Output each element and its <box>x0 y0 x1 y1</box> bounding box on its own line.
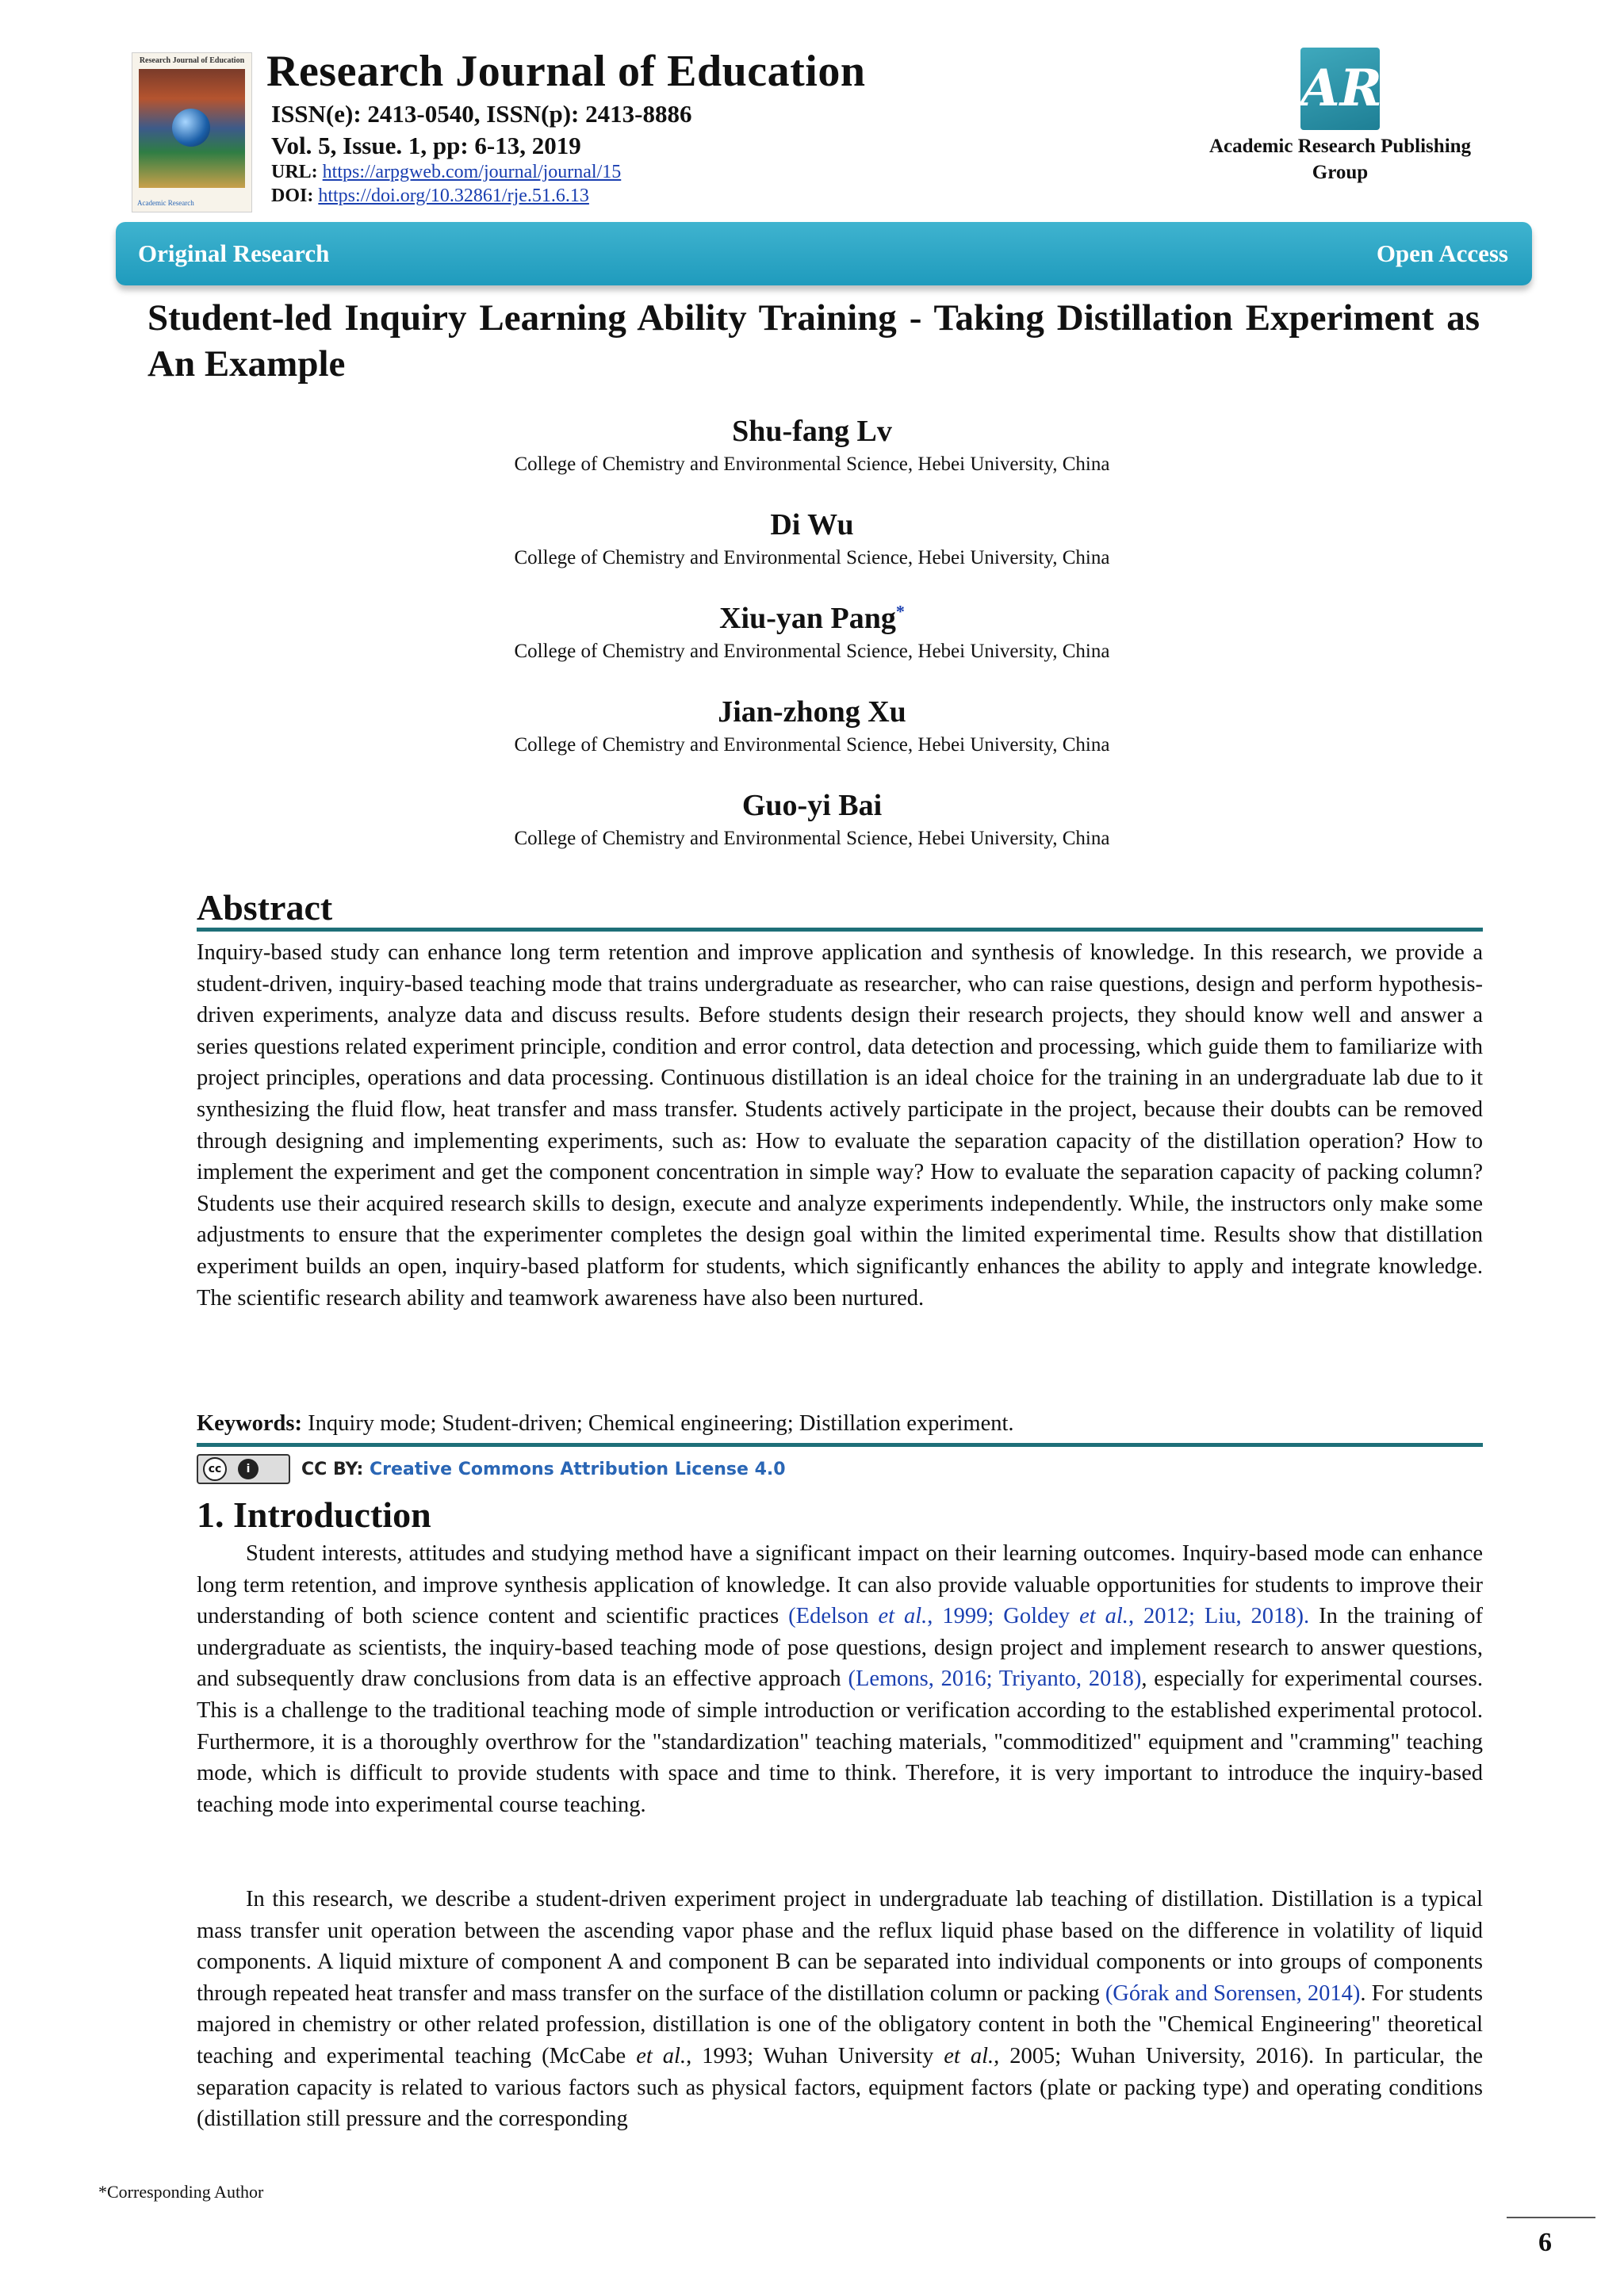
doi-link[interactable]: https://doi.org/10.32861/rje.51.6.13 <box>318 186 589 206</box>
author-name: Jian-zhong Xu <box>718 695 906 729</box>
license-text <box>301 1460 786 1479</box>
author-affiliation: College of Chemistry and Environmental Science, Hebei University, China <box>514 828 1110 849</box>
paragraph-text: , 2005; Wuhan University, 2016). In particular, the separation capacity is related to various factors such as physical factors, equipment factors (plate or packing type) and operating conditions (distillation still pressure and the corresponding <box>197 2043 1483 2132</box>
citation[interactable]: , 2012; Liu, 2018). <box>1128 1604 1310 1629</box>
open-access-label: Open Access <box>1376 239 1508 267</box>
italic-text: et al. <box>944 2043 994 2068</box>
author-name: Di Wu <box>770 508 854 541</box>
globe-icon <box>172 109 210 147</box>
author-block <box>0 695 1624 756</box>
doi-line <box>271 186 589 207</box>
corresponding-author-footnote: *Corresponding Author <box>98 2182 264 2202</box>
introduction-paragraph-1 <box>197 1538 1483 1820</box>
citation[interactable]: , 1999; Goldey <box>927 1604 1080 1629</box>
citation[interactable]: (Edelson <box>788 1604 879 1629</box>
keywords-label: Keywords: <box>197 1411 302 1436</box>
author-name: Shu-fang Lv <box>732 415 892 448</box>
cc-icon: cc <box>203 1457 227 1481</box>
paragraph-text: , especially for experimental courses. This is a challenge to the traditional teaching mode of simple introduction or verification according to the established experimental protocol. Furthermore, it is a thoroughly overthrow for the "standardization" teaching materials, "commoditized" equipment and "cramming" teaching mode, which is difficult to provide students with space and time to think. Therefore, it is very important to introduce the inquiry-based teaching mode into experimental course teaching. <box>197 1667 1483 1817</box>
author-block <box>0 414 1624 476</box>
paragraph-text: In the training of undergraduate as scientists, the inquiry-based teaching mode of pose questions, design project and implement research to answer questions, and subsequently draw conclusions from data is an effective approach <box>197 1604 1483 1692</box>
author-block <box>0 507 1624 569</box>
license-prefix: CC BY: <box>301 1459 370 1479</box>
paragraph-text: . For students majored in chemistry or other related profession, distillation is one of the obligatory content in both the "Chemical Engineering" theoretical teaching and experimental teaching (McCabe <box>197 1980 1483 2068</box>
url-label: URL: <box>271 162 318 182</box>
keywords-line <box>197 1411 1014 1437</box>
author-affiliation: College of Chemistry and Environmental Science, Hebei University, China <box>514 734 1110 756</box>
corresponding-author-mark: * <box>895 601 905 622</box>
publisher-name <box>1182 133 1499 186</box>
cc-by-badge-icon[interactable] <box>197 1454 290 1484</box>
publisher-name-line1: Academic Research Publishing <box>1208 136 1472 157</box>
author-affiliation: College of Chemistry and Environmental Science, Hebei University, China <box>514 453 1110 475</box>
italic-text: et al. <box>636 2043 687 2068</box>
introduction-paragraph-2 <box>197 1884 1483 2135</box>
publisher-logo-icon: AR <box>1300 48 1380 130</box>
abstract-top-rule <box>197 928 1483 932</box>
keywords-list: Inquiry mode; Student-driven; Chemical engineering; Distillation experiment. <box>301 1411 1014 1436</box>
author-affiliation: College of Chemistry and Environmental Science, Hebei University, China <box>514 641 1110 662</box>
url-link[interactable]: https://arpgweb.com/journal/journal/15 <box>322 162 622 182</box>
license-link[interactable]: Creative Commons Attribution License 4.0 <box>370 1459 786 1479</box>
abstract-heading: Abstract <box>197 887 333 928</box>
author-block <box>0 788 1624 850</box>
doi-label: DOI: <box>271 186 314 206</box>
issn: ISSN(e): 2413-0540, ISSN(p): 2413-8886 <box>271 100 692 128</box>
cover-title: Research Journal of Education <box>139 56 245 65</box>
paragraph-text: In this research, we describe a student-driven experiment project in undergraduate lab teaching of distillation. Distillation is a typical mass transfer unit operation between the ascending vapor phase and the reflux liquid phase based on the difference in volatility of liquid components. A liquid mixture of component A and component B can be separated into individual components or into groups of components through repeated heat transfer and mass transfer on the surface of the distillation column or packing <box>197 1887 1483 2006</box>
journal-cover-image <box>132 52 252 212</box>
publisher-name-line2: Group <box>1312 162 1369 183</box>
citation[interactable]: et al. <box>1079 1604 1128 1629</box>
citation[interactable]: et al. <box>878 1604 928 1629</box>
paragraph-text: , 1993; Wuhan University <box>686 2043 944 2068</box>
citation[interactable]: (Górak and Sorensen, 2014) <box>1105 1980 1361 2006</box>
article-title: Student-led Inquiry Learning Ability Training - Taking Distillation Experiment as An Example <box>147 297 1480 385</box>
author-block <box>0 601 1624 663</box>
attribution-icon: i <box>238 1459 259 1479</box>
author-affiliation: College of Chemistry and Environmental Science, Hebei University, China <box>514 547 1110 568</box>
author-name <box>0 601 1624 636</box>
journal-name: Research Journal of Education <box>266 47 866 96</box>
volume-info: Vol. 5, Issue. 1, pp: 6-13, 2019 <box>271 132 581 159</box>
introduction-heading: 1. Introduction <box>197 1494 431 1535</box>
license-line <box>197 1456 786 1483</box>
abstract-text: Inquiry-based study can enhance long term retention and improve application and synthesis of knowledge. In this research, we provide a student-driven, inquiry-based teaching mode that trains undergraduate as researcher, who can raise questions, design and perform hypothesis-driven experiments, analyze data and discuss results. Before students design their research projects, they should know well and answer a series questions related experiment principle, condition and error control, data detection and processing, which guide them to familiarize with project principles, operations and data processing. Continuous distillation is an ideal choice for the training in an undergraduate lab due to it synthesizing the fluid flow, heat transfer and mass transfer. Students actively participate in the project, because their doubts can be removed through designing and implementing experiments, such as: How to evaluate the separation capacity of the distillation operation? How to implement the experiment and get the component concentration in simple way? How to evaluate the separation capacity of packing column? Students use their acquired research skills to design, execute and analyze experiments independently. While, the instructors only make some adjustments to ensure that the experimenter completes the design goal within the limited experimental time. Results show that distillation experiment builds an open, inquiry-based platform for students, which significantly enhances the ability to apply and integrate knowledge. The scientific research ability and teamwork awareness have also been nurtured. <box>197 940 1483 1311</box>
cover-footer: Academic Research <box>137 199 194 207</box>
abstract-bottom-rule <box>197 1443 1483 1447</box>
author-name-text: Xiu-yan Pang <box>719 602 896 635</box>
author-name: Guo-yi Bai <box>741 789 883 822</box>
url-line <box>271 162 621 183</box>
page-number: 6 <box>1538 2228 1552 2257</box>
citation[interactable]: (Lemons, 2016; Triyanto, 2018) <box>848 1667 1142 1692</box>
paragraph-text: Student interests, attitudes and studying method have a significant impact on their learning outcomes. Inquiry-based mode can enhance long term retention, and improve synthesis application of knowledge. It can also provide valuable opportunities for students to improve their understanding of both science content and scientific practices <box>197 1541 1483 1629</box>
article-type: Original Research <box>138 239 330 267</box>
page-number-rule <box>1507 2217 1595 2218</box>
article-type-banner <box>116 222 1532 285</box>
